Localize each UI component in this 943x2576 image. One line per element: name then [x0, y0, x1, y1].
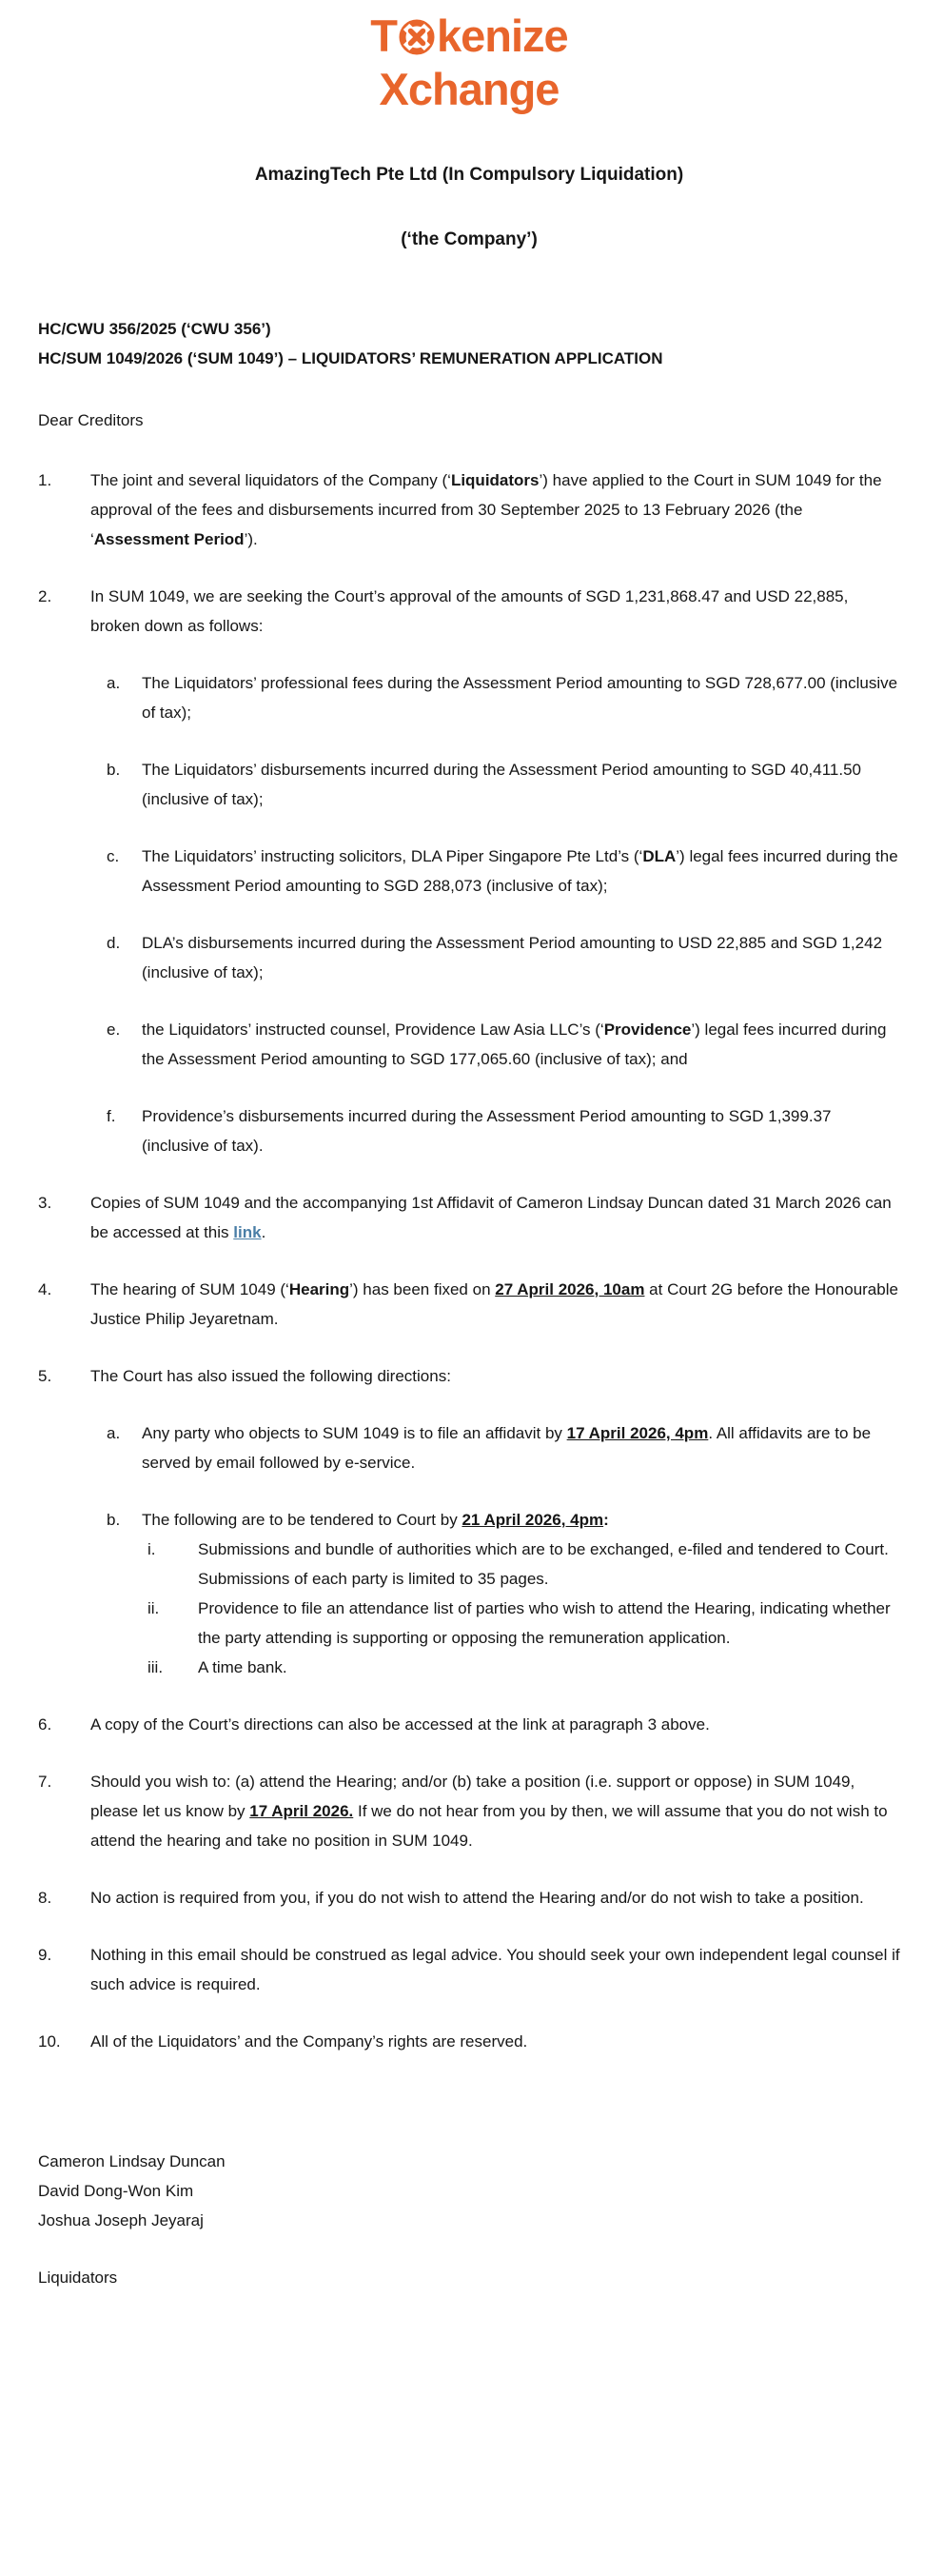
list-marker-2: 2. [38, 587, 52, 605]
list-marker-5a: a. [107, 1424, 121, 1442]
list-marker-2c: c. [107, 847, 120, 865]
company-title: AmazingTech Pte Ltd (In Compulsory Liquidation) [254, 165, 684, 185]
text-run: The Liquidators’ professional fees during the Assessment Period amounting to SGD 728,677.00 (inclusive of tax); [142, 674, 898, 722]
list-marker-2b: b. [107, 761, 121, 779]
list-item-2d [38, 928, 900, 987]
text-run: Liquidators [450, 471, 540, 489]
list-marker-10: 10. [38, 2032, 61, 2051]
list-text-2a [142, 668, 900, 727]
text-run: the Liquidators’ instructed counsel, Providence Law Asia LLC’s (‘ [142, 1020, 604, 1039]
list-item-8 [38, 1883, 900, 1912]
list-item-5b-iii [38, 1653, 900, 1682]
salutation: Dear Creditors [38, 411, 144, 429]
signatory-role: Liquidators [38, 2269, 118, 2287]
text-run: A copy of the Court’s directions can also be accessed at the link at paragraph 3 above. [90, 1715, 710, 1734]
text-run: 27 April 2026, 10am [495, 1280, 645, 1298]
list-text-4 [90, 1275, 900, 1334]
list-marker-5: 5. [38, 1367, 52, 1385]
list-item-1 [38, 466, 900, 554]
list-text-10 [90, 2027, 900, 2056]
brand-logo-line2: Xchange [379, 64, 560, 114]
text-run: Any party who objects to SUM 1049 is to file an affidavit by [142, 1424, 567, 1442]
list-item-2b [38, 755, 900, 814]
sub-list-5b [38, 1535, 900, 1682]
case-reference-cwu: HC/CWU 356/2025 (‘CWU 356’) [38, 320, 271, 338]
list-item-10 [38, 2027, 900, 2056]
list-marker-5b: b. [107, 1511, 121, 1529]
list-item-7 [38, 1767, 900, 1855]
list-marker-7: 7. [38, 1773, 52, 1791]
sub-list-5 [38, 1418, 900, 1682]
text-run: 21 April 2026, 4pm [462, 1511, 604, 1529]
list-marker-3: 3. [38, 1194, 52, 1212]
brand-logo-line1 [38, 10, 900, 63]
signatory-name-1: Cameron Lindsay Duncan [38, 2152, 226, 2170]
list-marker-5b-ii: ii. [147, 1599, 160, 1617]
text-run: Submissions and bundle of authorities which are to be exchanged, e-filed and tendered to Court. Submissions of each party is limited to 35 pages. [198, 1540, 889, 1588]
list-text-3 [90, 1188, 900, 1247]
text-run: 17 April 2026, 4pm [566, 1424, 709, 1442]
text-run: ’). [244, 530, 258, 548]
list-text-1 [90, 466, 900, 554]
list-item-6 [38, 1710, 900, 1739]
list-text-5 [90, 1361, 900, 1391]
list-item-9 [38, 1940, 900, 1999]
list-text-8 [90, 1883, 900, 1912]
list-item-4 [38, 1275, 900, 1334]
brand-logo-t: T [370, 10, 398, 61]
text-run: Providence [603, 1020, 692, 1039]
list-item-5b-ii [38, 1594, 900, 1653]
text-run: ’) legal fees incurred during the Assessment Period amounting to SGD 288,073 (inclusive of tax); [142, 847, 898, 895]
text-run: Assessment Period [93, 530, 245, 548]
list-text-5b-ii [198, 1594, 900, 1653]
list-text-5b [142, 1505, 900, 1535]
text-run: at Court 2G before the Honourable Justice Philip Jeyaretnam. [90, 1280, 898, 1328]
list-marker-2a: a. [107, 674, 121, 692]
list-text-2c [142, 842, 900, 901]
signatory-name-3: Joshua Joseph Jeyaraj [38, 2211, 204, 2229]
list-text-2 [90, 582, 900, 641]
list-text-7 [90, 1767, 900, 1855]
list-marker-6: 6. [38, 1715, 52, 1734]
numbered-list [38, 466, 900, 2056]
text-run: All of the Liquidators’ and the Company’s rights are reserved. [90, 2032, 528, 2051]
list-text-2f [142, 1101, 900, 1160]
text-run: DLA’s disbursements incurred during the Assessment Period amounting to USD 22,885 and SGD 1,242 (inclusive of tax); [142, 934, 883, 981]
text-run: The Liquidators’ instructing solicitors, DLA Piper Singapore Pte Ltd’s (‘ [142, 847, 643, 865]
text-run: 17 April 2026. [249, 1802, 354, 1820]
brand-logo [38, 10, 900, 116]
text-run: Copies of SUM 1049 and the accompanying 1st Affidavit of Cameron Lindsay Duncan dated 31 March 2026 can be accessed at this [90, 1194, 892, 1241]
text-run: The Court has also issued the following directions: [90, 1367, 451, 1385]
list-text-2e [142, 1015, 900, 1074]
text-run: If we do not hear from you by then, we will assume that you do not wish to attend the hearing and take no position in SUM 1049. [90, 1802, 888, 1850]
text-run: ’) have applied to the Court in SUM 1049 for the approval of the fees and disbursements incurred from 30 September 2025 to 13 February 2026 (the ‘ [90, 471, 882, 548]
token-coin-x-icon [397, 10, 437, 61]
list-text-5b-i [198, 1535, 900, 1594]
text-run: : [603, 1511, 609, 1529]
affidavit-link[interactable]: link [233, 1223, 262, 1241]
list-text-9 [90, 1940, 900, 1999]
text-run: In SUM 1049, we are seeking the Court’s approval of the amounts of SGD 1,231,868.47 and USD 22,885, broken down as follows: [90, 587, 849, 635]
list-item-2 [38, 582, 900, 641]
list-item-5a [38, 1418, 900, 1477]
text-run: Nothing in this email should be construed as legal advice. You should seek your own independent legal counsel if such advice is required. [90, 1946, 900, 1993]
case-reference-sum: HC/SUM 1049/2026 (‘SUM 1049’) – LIQUIDATORS’ REMUNERATION APPLICATION [38, 349, 663, 367]
list-marker-9: 9. [38, 1946, 52, 1964]
text-run: . All affidavits are to be served by email followed by e-service. [142, 1424, 872, 1472]
text-run: The joint and several liquidators of the Company (‘ [90, 471, 451, 489]
list-marker-5b-iii: iii. [147, 1658, 164, 1676]
list-item-3 [38, 1188, 900, 1247]
text-run: Hearing [288, 1280, 350, 1298]
list-item-5b-i [38, 1535, 900, 1594]
list-marker-1: 1. [38, 471, 52, 489]
list-marker-2f: f. [107, 1107, 116, 1125]
list-item-5b [38, 1505, 900, 1535]
list-item-2f [38, 1101, 900, 1160]
text-run: . [261, 1223, 266, 1241]
text-run: The hearing of SUM 1049 (‘ [90, 1280, 289, 1298]
list-marker-4: 4. [38, 1280, 52, 1298]
list-text-5a [142, 1418, 900, 1477]
signatory-name-2: David Dong-Won Kim [38, 2182, 194, 2200]
list-marker-8: 8. [38, 1889, 52, 1907]
text-run: ’) has been fixed on [349, 1280, 496, 1298]
list-marker-2d: d. [107, 934, 121, 952]
list-text-5b-iii [198, 1653, 900, 1682]
text-run: ’) legal fees incurred during the Assessment Period amounting to SGD 177,065.60 (inclusive of tax); and [142, 1020, 887, 1068]
text-run: DLA [642, 847, 677, 865]
list-text-2b [142, 755, 900, 814]
text-run: Providence to file an attendance list of parties who wish to attend the Hearing, indicating whether the party attending is supporting or opposing the remuneration application. [198, 1599, 891, 1647]
text-run: No action is required from you, if you do not wish to attend the Hearing and/or do not wish to take a position. [90, 1889, 864, 1907]
list-text-2d [142, 928, 900, 987]
text-run: Should you wish to: (a) attend the Hearing; and/or (b) take a position (i.e. support or oppose) in SUM 1049, please let us know by [90, 1773, 855, 1820]
text-run: The Liquidators’ disbursements incurred during the Assessment Period amounting to SGD 40,411.50 (inclusive of tax); [142, 761, 861, 808]
list-item-2a [38, 668, 900, 727]
case-references [38, 314, 900, 373]
list-marker-2e: e. [107, 1020, 121, 1039]
signature-block [38, 2147, 900, 2292]
list-text-6 [90, 1710, 900, 1739]
text-run: Providence’s disbursements incurred during the Assessment Period amounting to SGD 1,399.37 (inclusive of tax). [142, 1107, 832, 1155]
company-subtitle: (‘the Company’) [401, 229, 538, 249]
brand-logo-kenize: kenize [437, 10, 568, 61]
list-item-2c [38, 842, 900, 901]
list-marker-5b-i: i. [147, 1540, 156, 1558]
text-run: The following are to be tendered to Court by [142, 1511, 462, 1529]
sub-list-2 [38, 668, 900, 1160]
text-run: A time bank. [198, 1658, 287, 1676]
list-item-2e [38, 1015, 900, 1074]
list-item-5 [38, 1361, 900, 1391]
